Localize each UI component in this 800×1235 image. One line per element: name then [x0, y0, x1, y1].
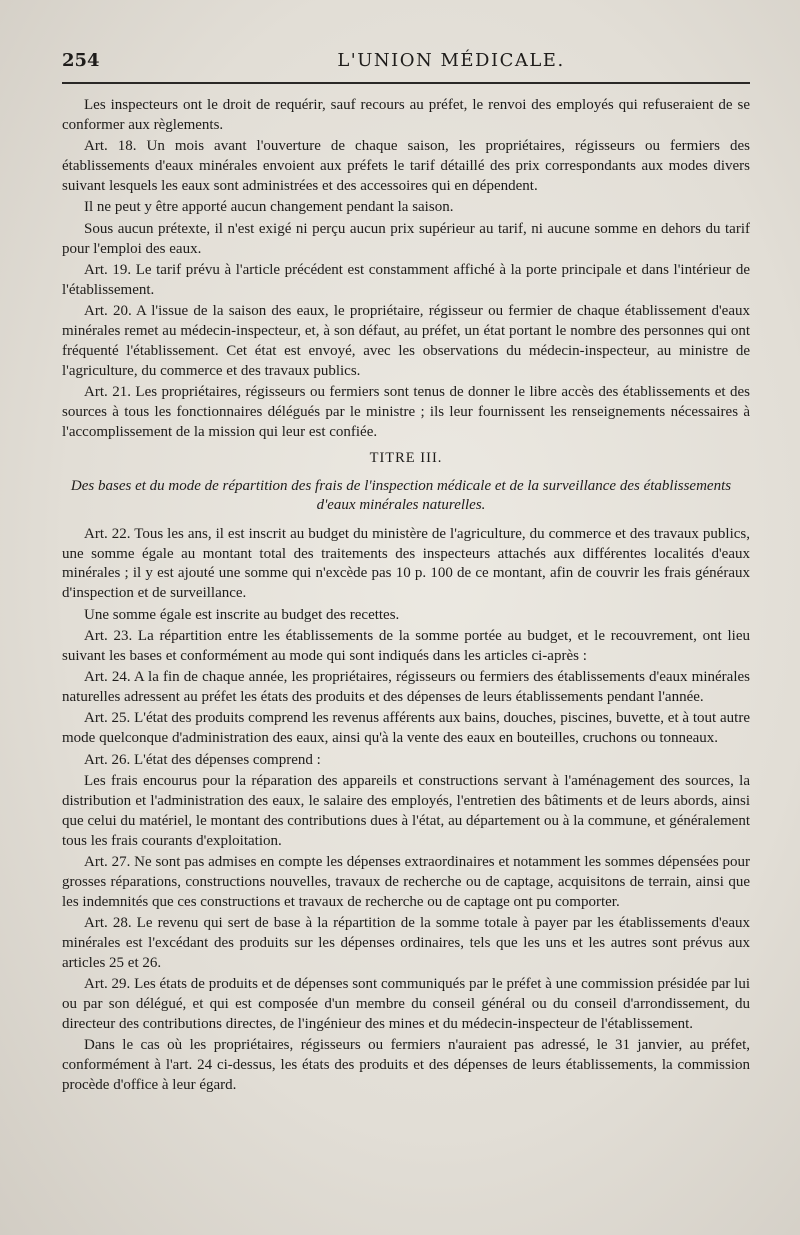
section-title: TITRE III. — [369, 449, 443, 466]
paragraph: Art. 22. Tous les ans, il est inscrit au budget du ministère de l'agriculture, du commerce et des travaux publics, une somme égale au montant total des traitements des inspecteurs attachés aux différentes localités d'eaux minérales ; il y est ajouté une somme qui n'excède pas 10 p. 100 de ce montant, afin de couvrir les frais généraux d'inspection et de surveillance. — [62, 525, 750, 602]
page-number: 254 — [62, 50, 100, 71]
paragraph: Les inspecteurs ont le droit de requérir, sauf recours au préfet, le renvoi des employés qui refuseraient de se conformer aux règlements. — [62, 97, 750, 133]
body-text — [62, 96, 750, 1096]
paragraph: Art. 18. Un mois avant l'ouverture de chaque saison, les propriétaires, régisseurs ou fermiers des établissements d'eaux minérales envoient aux préfets le tarif détaillé des prix correspondants aux modes divers suivant lesquels les eaux sont administrées et des accessoires qui en dépendent. — [62, 138, 750, 195]
paragraph: Art. 27. Ne sont pas admises en compte les dépenses extraordinaires et notamment les sommes dépensées pour grosses réparations, constructions nouvelles, travaux de recherche ou de captage, acquisitons de terrain, ainsi que les indemnités que ces constructions et travaux de recherche ou de captage ont pu comporter. — [62, 853, 750, 910]
paragraph: Art. 21. Les propriétaires, régisseurs ou fermiers sont tenus de donner le libre accès des établissements et des sources à tous les fonctionnaires délégués par le ministre ; ils leur fournissent les renseignements nécessaires à l'accomplissement de la mission qui leur est confiée. — [62, 384, 750, 440]
header-rule — [62, 82, 750, 84]
paragraph: Art. 29. Les états de produits et de dépenses sont communiqués par le préfet à une commission présidée par lui ou par son délégué, et qui est composée d'un membre du conseil général ou du conseil d'arrondissement, du directeur des contributions directes, de l'ingénieur des mines et du médecin-inspecteur de l'établissement. — [62, 976, 750, 1032]
page-header — [62, 50, 750, 78]
paragraph: Une somme égale est inscrite au budget des recettes. — [84, 606, 400, 623]
paragraph: Art. 19. Le tarif prévu à l'article précédent est constamment affiché à la porte principale et dans l'intérieur de l'établissement. — [62, 261, 750, 298]
paragraph: Art. 26. L'état des dépenses comprend : — [84, 751, 321, 768]
paragraph: Sous aucun prétexte, il n'est exigé ni perçu aucun prix supérieur au tarif, ni aucune somme en dehors du tarif pour l'emploi des eaux. — [62, 220, 750, 257]
paragraph: Les frais encourus pour la réparation des appareils et constructions servant à l'aménagement des sources, la distribution et l'administration des eaux, le salaire des employés, l'entretien des bâtiments et de leurs abords, ainsi que celui du matériel, le montant des contributions dues à l'état, au département ou à la commune, et généralement tous les frais courants d'exploitation. — [62, 772, 750, 849]
section-subtitle: Des bases et du mode de répartition des frais de l'inspection médicale et de la surveillance des établissements d'eaux minérales naturelles. — [70, 477, 732, 513]
paragraph: Art. 24. A la fin de chaque année, les propriétaires, régisseurs ou fermiers des établissements d'eaux minérales naturelles adressent au préfet les états des produits et des dépenses de leurs établissements pendant l'année. — [62, 669, 750, 706]
paragraph: Art. 25. L'état des produits comprend les revenus afférents aux bains, douches, piscines, buvette, et à tout autre mode quelconque d'administration des eaux, ainsi qu'à la vente des eaux en bouteilles, cruchons ou tonneaux. — [62, 710, 750, 747]
paragraph: Art. 20. A l'issue de la saison des eaux, le propriétaire, régisseur ou fermier de chaque établissement d'eaux minérales remet au médecin-inspecteur, et, à son défaut, au préfet, un état portant le nombre des personnes qui ont fréquenté l'établissement. Cet état est envoyé, avec les observations du médecin-inspecteur, au ministre de l'agriculture, du commerce et des travaux publics. — [62, 303, 750, 379]
paragraph: Dans le cas où les propriétaires, régisseurs ou fermiers n'auraient pas adressé, le 31 janvier, au préfet, conformément à l'art. 24 ci-dessus, les états des produits et des dépenses de leurs établissements, la commission procède d'office à leur égard. — [62, 1037, 750, 1094]
paragraph: Art. 28. Le revenu qui sert de base à la répartition de la somme totale à payer par les établissements d'eaux minérales est l'excédant des produits sur les dépenses ordinaires, tels que les uns et les autres sont prévus aux articles 25 et 26. — [62, 915, 750, 971]
paragraph: Il ne peut y être apporté aucun changement pendant la saison. — [84, 199, 454, 216]
running-head: L'UNION MÉDICALE. — [337, 50, 565, 71]
paragraph: Art. 23. La répartition entre les établissements de la somme portée au budget, et le recouvrement, ont lieu suivant les bases et conformément au mode qui sont indiqués dans les articles ci-après : — [62, 627, 750, 664]
